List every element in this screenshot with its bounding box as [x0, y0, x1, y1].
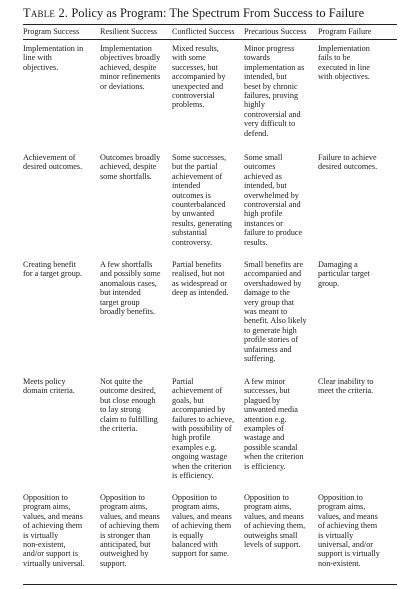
table-cell: Opposition to program aims, values, and means of achieving them is virtually non-existent, and/or support is virtually universal.: [23, 493, 85, 568]
table-cell: Opposition to program aims, values, and means of achieving them, outweighs small levels of support.: [244, 493, 306, 550]
table-cell: Some successes, but the partial achievement of intended outcomes is counterbalanced by unwanted results, generating substantial controversy.: [172, 153, 233, 247]
table-caption: [23, 6, 397, 21]
table-cell: Partial achievement of goals, but accompanied by failures to achieve, with possibility of high profile examples e.g. ongoing wastage when the criterion is efficiency.: [172, 377, 235, 481]
table-cell: Clear inability to meet the criteria.: [318, 377, 374, 396]
table-cell: Implementation objectives broadly achieved, despite minor refinements or deviations.: [100, 44, 161, 91]
table-bottom-rule: [23, 584, 397, 585]
table-caption-title: Policy as Program: The Spectrum From Success to Failure: [68, 6, 365, 20]
table-cell: A few minor successes, but plagued by unwanted media attention e.g. examples of wastage and possible scandal when the criterion is efficiency.: [244, 377, 304, 471]
table-cell: Some small outcomes achieved as intended, but overwhelmed by controversial and high profile instances or failure to produce results.: [244, 153, 303, 247]
table-cell: Opposition to program aims, values, and means of achieving them is equally balanced with support for same.: [172, 493, 232, 559]
table-cell: Creating benefit for a target group.: [23, 260, 82, 279]
table-cell: Not quite the outcome desired, but close enough to lay strong claim to fulfilling the criteria.: [100, 377, 158, 434]
table-cell: Partial benefits realised, but not as widespread or deep as intended.: [172, 260, 229, 298]
table-cell: Achievement of desired outcomes.: [23, 153, 83, 172]
table-cell: Implementation fails to be executed in line with objectives.: [318, 44, 370, 82]
table-cell: Meets policy domain criteria.: [23, 377, 75, 396]
table-cell: Damaging a particular target group.: [318, 260, 370, 288]
table-cell: Implementation in line with objectives.: [23, 44, 84, 72]
table-header-rule: [23, 39, 397, 40]
column-header-program-success: Program Success: [23, 27, 80, 36]
column-header-resilient-success: Resilient Success: [100, 27, 158, 36]
column-header-conflicted-success: Conflicted Success: [172, 27, 235, 36]
table-cell: Opposition to program aims, values, and means of achieving them is virtually universal, and/or support is virtually non-existent.: [318, 493, 380, 568]
table-cell: Opposition to program aims, values, and means of achieving them is stronger than anticipated, but outweighed by support.: [100, 493, 160, 568]
table-cell: Minor progress towards implementation as intended, but beset by chronic failures, proving highly controversial and very difficult to defend.: [244, 44, 305, 138]
table-cell: Outcomes broadly achieved, despite some shortfalls.: [100, 153, 161, 181]
table-cell: Failure to achieve desired outcomes.: [318, 153, 378, 172]
column-header-program-failure: Program Failure: [318, 27, 372, 36]
table-caption-label: Table 2.: [23, 6, 69, 20]
column-header-precarious-success: Precarious Success: [244, 27, 307, 36]
table-cell: A few shortfalls and possibly some anomalous cases, but intended target group broadly benefits.: [100, 260, 161, 317]
table-cell: Mixed results, with some successes, but accompanied by unexpected and controversial problems.: [172, 44, 226, 110]
table-cell: Small benefits are accompanied and overshadowed by damage to the very group that was meant to benefit. Also likely to generate high profile stories of unfairness and suffering.: [244, 260, 307, 364]
